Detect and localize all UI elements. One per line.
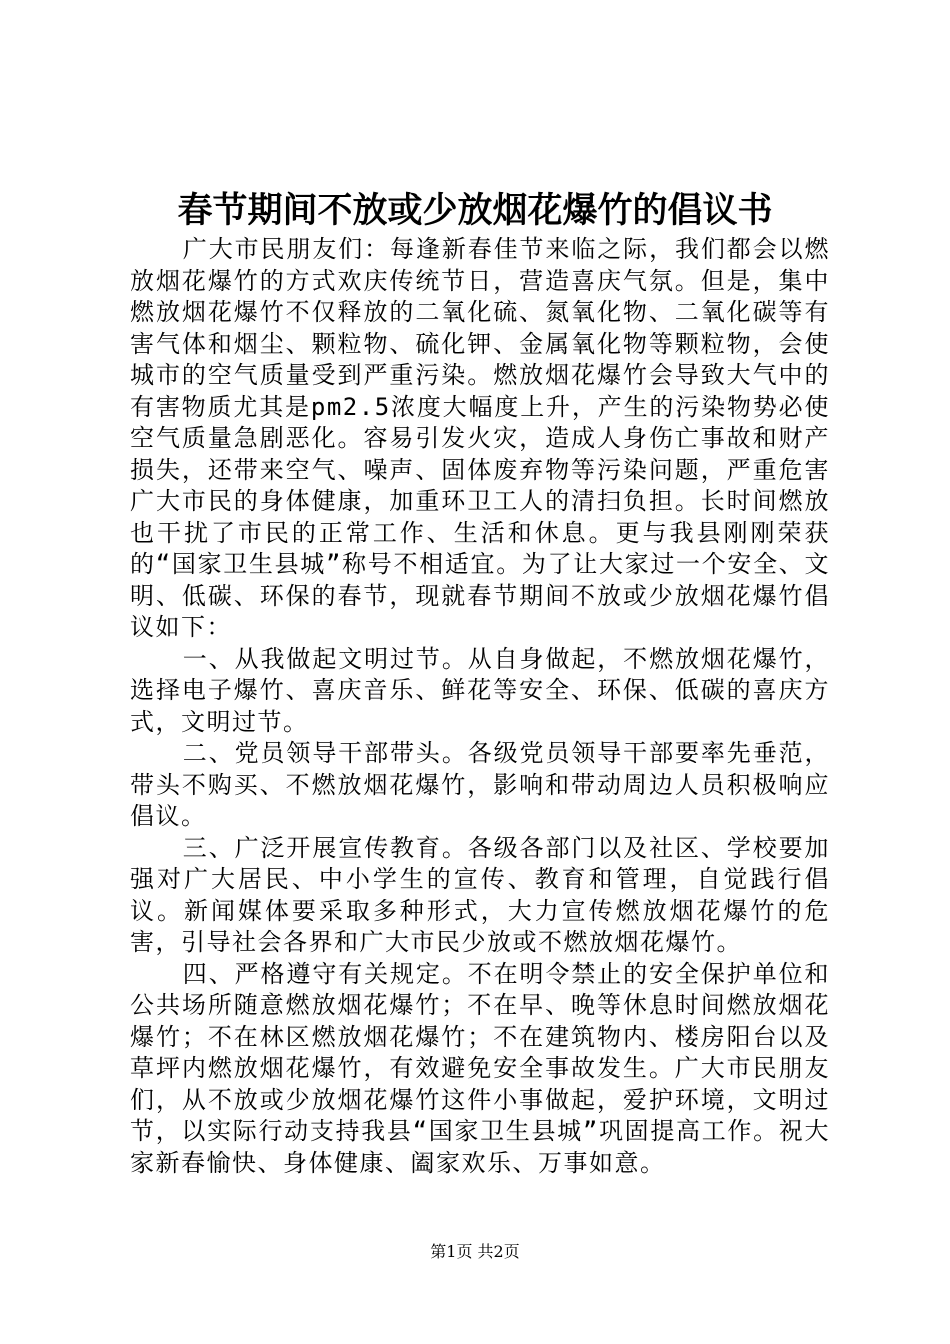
page-number-footer: 第1页 共2页 xyxy=(430,1242,520,1261)
paragraph-item-3: 三、广泛开展宣传教育。各级各部门以及社区、学校要加强对广大居民、中小学生的宣传、教育和管理，自觉践行倡议。新闻媒体要采取多种形式，大力宣传燃放烟花爆竹的危害，引导社会各界和广大市民少放或不燃放烟花爆竹。 xyxy=(130,833,830,956)
paragraph-item-2: 二、党员领导干部带头。各级党员领导干部要率先垂范，带头不购买、不燃放烟花爆竹，影响和带动周边人员积极响应倡议。 xyxy=(130,739,830,830)
document-title: 春节期间不放或少放烟花爆竹的倡议书 xyxy=(177,190,773,231)
paragraph-item-1: 一、从我做起文明过节。从自身做起，不燃放烟花爆竹，选择电子爆竹、喜庆音乐、鲜花等安全、环保、低碳的喜庆方式，文明过节。 xyxy=(130,644,830,736)
paragraph-item-4: 四、严格遵守有关规定。不在明令禁止的安全保护单位和公共场所随意燃放烟花爆竹；不在早、晚等休息时间燃放烟花爆竹；不在林区燃放烟花爆竹；不在建筑物内、楼房阳台以及草坪内燃放烟花爆竹，有效避免安全事故发生。广大市民朋友们，从不放或少放烟花爆竹这件小事做起，爱护环境，文明过节，以实际行动支持我县“国家卫生县城”巩固提高工作。祝大家新春愉快、身体健康、阖家欢乐、万事如意。 xyxy=(130,959,830,1177)
paragraph-intro: 广大市民朋友们：每逢新春佳节来临之际，我们都会以燃放烟花爆竹的方式欢庆传统节日，营造喜庆气氛。但是，集中燃放烟花爆竹不仅释放的二氧化硫、氮氧化物、二氧化碳等有害气体和烟尘、颗粒物、硫化钾、金属氧化物等颗粒物，会使城市的空气质量受到严重污染。燃放烟花爆竹会导致大气中的有害物质尤其是pm2.5浓度大幅度上升，产生的污染物势必使空气质量急剧恶化。容易引发火灾，造成人身伤亡事故和财产损失，还带来空气、噪声、固体废弃物等污染问题，严重危害广大市民的身体健康，加重环卫工人的清扫负担。长时间燃放也干扰了市民的正常工作、生活和休息。更与我县刚刚荣获的“国家卫生县城”称号不相适宜。为了让大家过一个安全、文明、低碳、环保的春节，现就春节期间不放或少放烟花爆竹倡议如下： xyxy=(130,235,830,641)
document-body xyxy=(130,234,830,1179)
